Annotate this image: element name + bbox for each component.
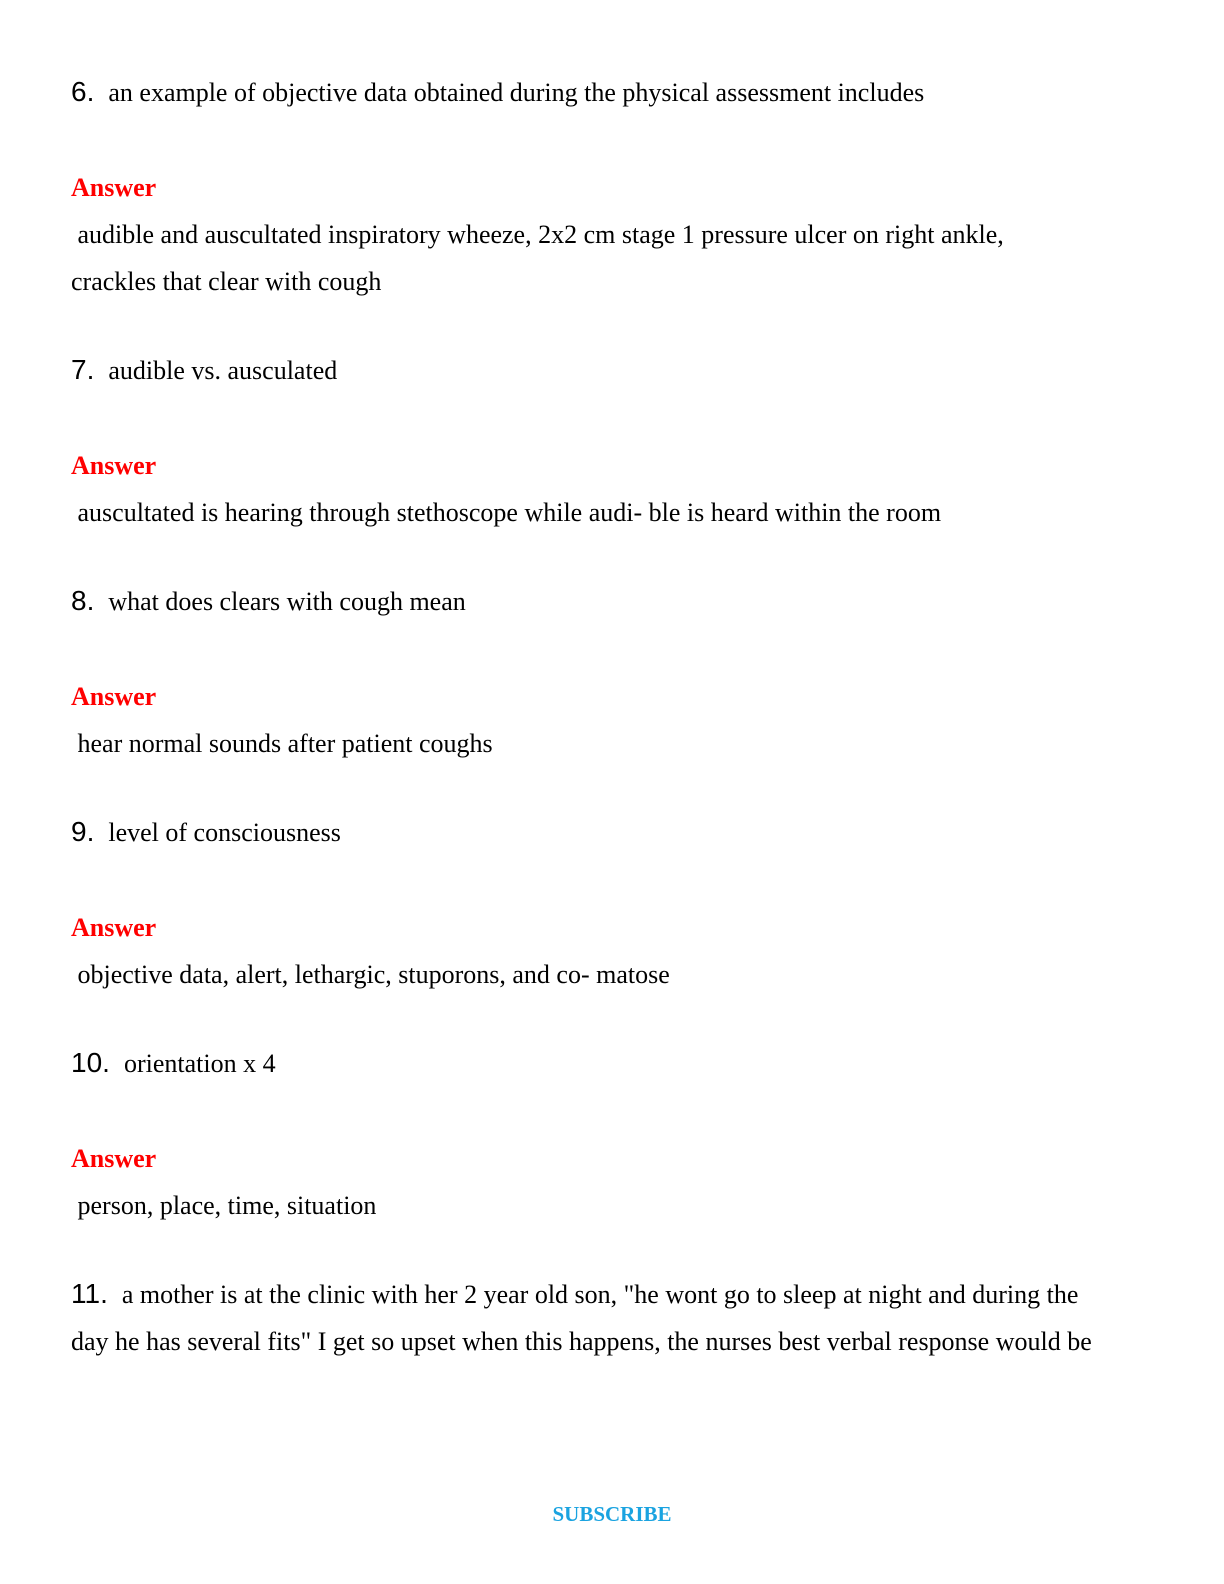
- answer-text: objective data, alert, lethargic, stuporons, and co- matose: [71, 960, 670, 989]
- question-number: 7.: [71, 354, 95, 385]
- question-8-text-line: [71, 577, 1151, 625]
- answer-label: Answer: [71, 451, 157, 480]
- answer-label: Answer: [71, 682, 157, 711]
- question-11-text-line: [71, 1270, 1121, 1365]
- answer-label: Answer: [71, 1144, 157, 1173]
- question-9: [71, 808, 1151, 856]
- subscribe-link[interactable]: SUBSCRIBE: [552, 1502, 672, 1526]
- answer-text: hear normal sounds after patient coughs: [71, 729, 493, 758]
- answer-9: [71, 904, 1151, 998]
- answer-text: audible and auscultated inspiratory wheeze, 2x2 cm stage 1 pressure ulcer on right ankle, crackles that clear with cough: [71, 220, 1011, 296]
- question-11: [71, 1270, 1121, 1365]
- answer-10: [71, 1135, 1151, 1229]
- answer-label: Answer: [71, 173, 157, 202]
- question-9-text-line: [71, 808, 1151, 856]
- question-text: an example of objective data obtained during the physical assessment includes: [108, 78, 925, 107]
- answer-label: Answer: [71, 913, 157, 942]
- question-text: level of consciousness: [108, 818, 341, 847]
- question-text: what does clears with cough mean: [108, 587, 466, 616]
- question-text: audible vs. ausculated: [108, 356, 338, 385]
- answer-8: [71, 673, 1151, 767]
- question-number: 11.: [71, 1278, 108, 1309]
- question-10-text-line: [71, 1039, 1151, 1087]
- question-number: 9.: [71, 816, 95, 847]
- answer-text: auscultated is hearing through stethoscope while audi- ble is heard within the room: [71, 498, 942, 527]
- question-10: [71, 1039, 1151, 1087]
- question-number: 10.: [71, 1047, 110, 1078]
- answer-6: [71, 164, 1151, 305]
- question-number: 6.: [71, 76, 95, 107]
- question-6: [71, 68, 1151, 116]
- question-8: [71, 577, 1151, 625]
- answer-7: [71, 442, 1151, 536]
- question-number: 8.: [71, 585, 95, 616]
- question-7: [71, 346, 1151, 394]
- question-6-text-line: [71, 68, 1151, 116]
- answer-text: person, place, time, situation: [71, 1191, 377, 1220]
- question-text: orientation x 4: [123, 1049, 276, 1078]
- question-7-text-line: [71, 346, 1151, 394]
- question-text: a mother is at the clinic with her 2 year old son, "he wont go to sleep at night and during the day he has several fits" I get so upset when this happens, the nurses best verbal response would be: [71, 1280, 1092, 1356]
